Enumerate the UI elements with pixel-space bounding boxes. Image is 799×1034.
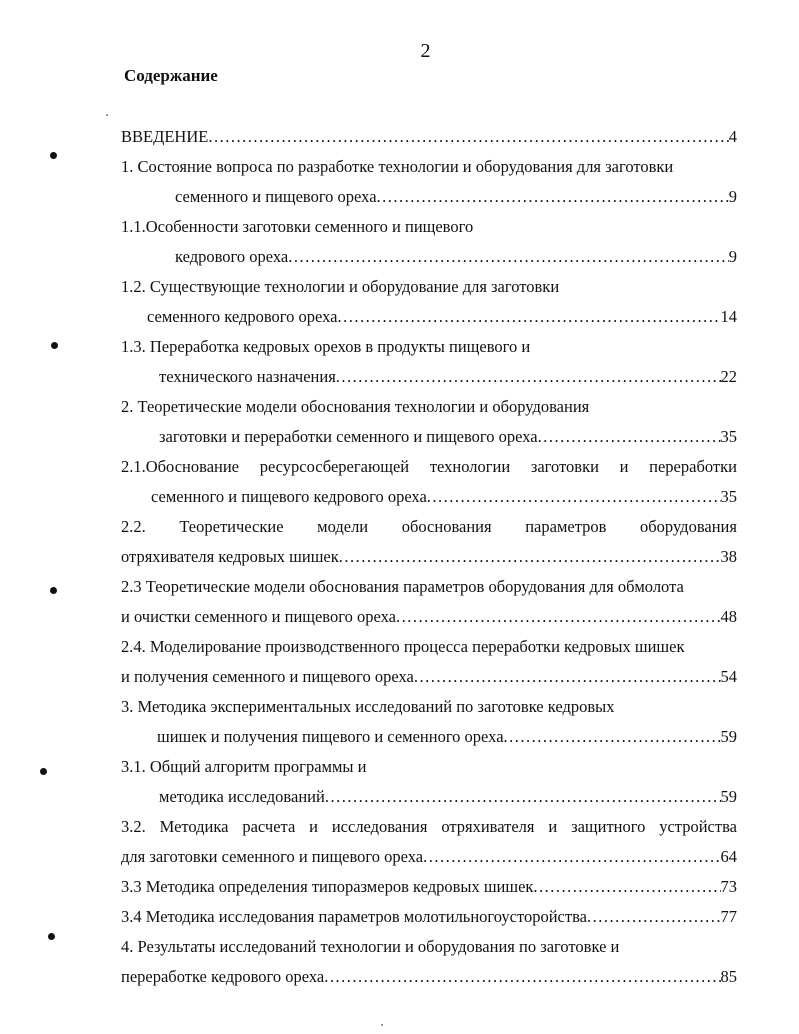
dot-leader — [427, 482, 721, 512]
toc-word: заготовки — [530, 457, 599, 476]
toc-page-number: 59 — [720, 727, 737, 746]
toc-entry-text: семенного кедрового ореха — [147, 307, 338, 326]
toc-line — [121, 182, 737, 212]
toc-page-number: 35 — [720, 427, 737, 446]
toc-word: 3.2. — [121, 817, 146, 836]
toc-entry[interactable] — [121, 152, 737, 212]
toc-word: расчета — [242, 817, 296, 836]
toc-entry-text: 1.2. Существующие технологии и оборудование для заготовки — [121, 277, 560, 296]
toc-entry-text: семенного и пищевого кедрового ореха — [151, 487, 427, 506]
toc-entry-text: 2. Теоретические модели обоснования технологии и оборудования — [121, 397, 590, 416]
toc-word: устройства — [659, 817, 737, 836]
toc-line — [121, 152, 737, 182]
toc-word: защитного — [571, 817, 646, 836]
toc-word: обоснования — [401, 517, 492, 536]
toc-page-number: 35 — [720, 487, 737, 506]
toc-entry-text: 3.3 Методика определения типоразмеров кедровых шишек — [121, 877, 534, 896]
toc-line — [121, 332, 737, 362]
toc-word: параметров — [525, 517, 607, 536]
toc-line — [121, 902, 737, 932]
toc-entry[interactable] — [121, 452, 737, 512]
toc-line — [121, 692, 737, 722]
margin-mark — [50, 587, 57, 594]
dot-leader — [587, 902, 721, 932]
toc-entry[interactable] — [121, 902, 737, 932]
toc-entry-text: 1.1.Особенности заготовки семенного и пищевого — [121, 217, 474, 236]
dot-leader — [504, 722, 721, 752]
toc-entry[interactable] — [121, 752, 737, 812]
toc-page-number: 77 — [720, 907, 737, 926]
toc-line — [121, 452, 737, 482]
toc-title: Содержание — [124, 66, 218, 85]
toc-entry[interactable] — [121, 692, 737, 752]
toc-line — [121, 632, 737, 662]
margin-mark — [48, 933, 55, 940]
dot-leader — [208, 122, 728, 152]
toc-entry-text: 1.3. Переработка кедровых орехов в продукты пищевого и — [121, 337, 531, 356]
toc-entry-text: 3.1. Общий алгоритм программы и — [121, 757, 367, 776]
table-of-contents — [121, 122, 737, 992]
toc-line — [121, 512, 737, 542]
toc-entry[interactable] — [121, 512, 737, 572]
toc-entry-text: заготовки и переработки семенного и пищевого ореха — [159, 427, 538, 446]
dot-leader — [533, 872, 720, 902]
toc-entry[interactable] — [121, 572, 737, 632]
toc-word: оборудования — [640, 517, 737, 536]
toc-entry[interactable] — [121, 632, 737, 692]
toc-entry[interactable] — [121, 812, 737, 872]
toc-line — [121, 392, 737, 422]
toc-line — [121, 782, 737, 812]
toc-page-number: 64 — [720, 847, 737, 866]
toc-page-number: 38 — [720, 547, 737, 566]
toc-entry[interactable] — [121, 932, 737, 992]
toc-word: Теоретические — [179, 517, 284, 536]
dot-leader — [325, 782, 721, 812]
toc-line — [121, 812, 737, 842]
margin-mark — [40, 768, 47, 775]
toc-entry-text: 4. Результаты исследований технологии и оборудования по заготовке и — [121, 937, 620, 956]
toc-word: и — [619, 457, 629, 476]
toc-entry-text: и очистки семенного и пищевого ореха — [121, 607, 396, 626]
toc-line — [121, 362, 737, 392]
toc-entry-text: переработке кедрового ореха — [121, 967, 325, 986]
toc-line — [121, 752, 737, 782]
toc-word: 2.1.Обоснование — [121, 457, 240, 476]
dot-leader — [288, 242, 729, 272]
toc-line — [121, 422, 737, 452]
page-number: 2 — [420, 40, 431, 62]
toc-line — [121, 122, 737, 152]
toc-word: переработки — [649, 457, 737, 476]
toc-word: 2.2. — [121, 517, 146, 536]
toc-line — [121, 872, 737, 902]
toc-entry[interactable] — [121, 122, 737, 152]
toc-line — [121, 662, 737, 692]
toc-entry[interactable] — [121, 332, 737, 392]
toc-entry-text: и получения семенного и пищевого ореха — [121, 667, 414, 686]
toc-line — [121, 482, 737, 512]
toc-line — [121, 962, 737, 992]
toc-word: технологии — [429, 457, 511, 476]
toc-word: и — [309, 817, 318, 836]
toc-entry-text: 1. Состояние вопроса по разработке технологии и оборудования для заготовки — [121, 157, 674, 176]
scan-speck — [106, 114, 108, 116]
toc-word: модели — [317, 517, 369, 536]
dot-leader — [538, 422, 721, 452]
toc-line — [121, 542, 737, 572]
dot-leader — [336, 362, 721, 392]
dot-leader — [396, 602, 721, 632]
toc-entry-text: методика исследований — [159, 787, 325, 806]
toc-page-number: 9 — [728, 247, 737, 266]
dot-leader — [337, 302, 720, 332]
toc-word: ресурсосберегающей — [259, 457, 410, 476]
toc-line — [121, 932, 737, 962]
toc-entry-text: 3. Методика экспериментальных исследований по заготовке кедровых — [121, 697, 615, 716]
toc-entry-text: ВВЕДЕНИЕ — [121, 127, 209, 146]
toc-word: Методика — [159, 817, 229, 836]
toc-entry[interactable] — [121, 212, 737, 272]
toc-line — [121, 302, 737, 332]
toc-line — [121, 242, 737, 272]
toc-entry-text: 2.3 Теоретические модели обоснования параметров оборудования для обмолота — [121, 577, 684, 596]
toc-line — [121, 572, 737, 602]
toc-entry-text: семенного и пищевого ореха — [175, 187, 377, 206]
dot-leader — [377, 182, 729, 212]
toc-entry-text: 2.4. Моделирование производственного процесса переработки кедровых шишек — [121, 637, 685, 656]
toc-word: отряхивателя — [441, 817, 535, 836]
toc-entry-text: 3.4 Методика исследования параметров молотильногоусторойства — [121, 907, 587, 926]
dot-leader — [324, 962, 720, 992]
dot-leader — [339, 542, 721, 572]
toc-page-number: 14 — [720, 307, 737, 326]
toc-entry-text: для заготовки семенного и пищевого ореха — [121, 847, 424, 866]
toc-page-number: 9 — [728, 187, 737, 206]
toc-page-number: 48 — [720, 607, 737, 626]
toc-page-number: 22 — [720, 367, 737, 386]
toc-line — [121, 212, 737, 242]
toc-entry[interactable] — [121, 272, 737, 332]
scan-speck — [381, 1024, 383, 1026]
toc-entry-text: отряхивателя кедровых шишек — [121, 547, 339, 566]
toc-word: исследования — [331, 817, 428, 836]
toc-line — [121, 722, 737, 752]
toc-entry[interactable] — [121, 872, 737, 902]
toc-page-number: 73 — [720, 877, 737, 896]
toc-line — [121, 602, 737, 632]
dot-leader — [423, 842, 720, 872]
toc-page-number: 85 — [720, 967, 737, 986]
toc-entry[interactable] — [121, 392, 737, 452]
toc-word: и — [548, 817, 558, 836]
toc-page-number: 59 — [720, 787, 737, 806]
toc-line — [121, 842, 737, 872]
margin-mark — [51, 342, 58, 349]
margin-mark — [50, 152, 57, 159]
toc-page-number: 54 — [720, 667, 737, 686]
toc-page-number: 4 — [728, 127, 737, 146]
toc-entry-text: кедрового ореха — [175, 247, 289, 266]
toc-entry-text: шишек и получения пищевого и семенного ореха — [157, 727, 504, 746]
dot-leader — [414, 662, 721, 692]
toc-entry-text: технического назначения — [159, 367, 336, 386]
toc-line — [121, 272, 737, 302]
